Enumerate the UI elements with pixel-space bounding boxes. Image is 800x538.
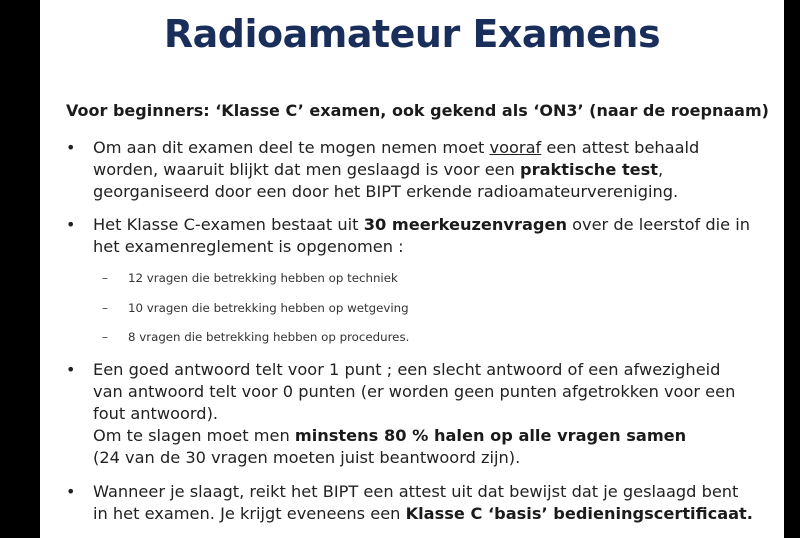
dash-marker: – [102, 330, 108, 344]
dash-marker: – [102, 301, 108, 315]
bullet-dot: • [66, 360, 76, 379]
bullet-line: fout antwoord). [93, 404, 219, 423]
bullet-text [93, 137, 763, 203]
sub-item-wetgeving: – 10 vragen die betrekking hebben op wetgeving [102, 301, 409, 315]
slide-subtitle: Voor beginners: ‘Klasse C’ examen, ook gekend als ‘ON3’ (naar de roepnaam) [66, 101, 769, 120]
bullet-line: Om aan dit examen deel te mogen nemen moet vooraf een attest behaald [93, 138, 700, 157]
bullet-text [93, 481, 763, 525]
sub-item-procedures: – 8 vragen die betrekking hebben op procedures. [102, 330, 410, 344]
bullet-line: georganiseerd door een door het BIPT erkende radioamateurvereniging. [93, 182, 679, 201]
bullet-line: Een goed antwoord telt voor 1 punt ; een slecht antwoord of een afwezigheid [93, 360, 721, 379]
bold-phrase: Klasse C ‘basis’ bedieningscertificaat. [405, 504, 753, 523]
bullet-dot: • [66, 482, 76, 501]
dash-marker: – [102, 271, 108, 285]
bullet-dot: • [66, 215, 76, 234]
bold-phrase: 30 meerkeuzenvragen [363, 215, 567, 234]
bullet-line: in het examen. Je krijgt eveneens een Klasse C ‘basis’ bedieningscertificaat. [93, 504, 753, 523]
bullet-line: worden, waaruit blijkt dat men geslaagd is voor een praktische test, [93, 160, 664, 179]
underlined-word: vooraf [489, 138, 542, 157]
slide [40, 0, 784, 538]
bullet-line: Om te slagen moet men minstens 80 % halen op alle vragen samen [93, 426, 687, 445]
bullet-text [93, 359, 763, 469]
bullet-line: Het Klasse C-examen bestaat uit 30 meerkeuzenvragen over de leerstof die in [93, 215, 750, 234]
bullet-dot: • [66, 138, 76, 157]
bold-phrase: minstens 80 % halen op alle vragen samen [294, 426, 687, 445]
bullet-text [93, 214, 763, 258]
bullet-line: van antwoord telt voor 0 punten (er worden geen punten afgetrokken voor een [93, 382, 736, 401]
slide-title: Radioamateur Examens [163, 12, 661, 56]
bullet-line: Wanneer je slaagt, reikt het BIPT een attest uit dat bewijst dat je geslaagd bent [93, 482, 739, 501]
bullet-line: (24 van de 30 vragen moeten juist beantwoord zijn). [93, 448, 521, 467]
sub-item-techniek: – 12 vragen die betrekking hebben op techniek [102, 271, 398, 285]
bold-phrase: praktische test [520, 160, 659, 179]
bullet-line: het examenreglement is opgenomen : [93, 237, 404, 256]
